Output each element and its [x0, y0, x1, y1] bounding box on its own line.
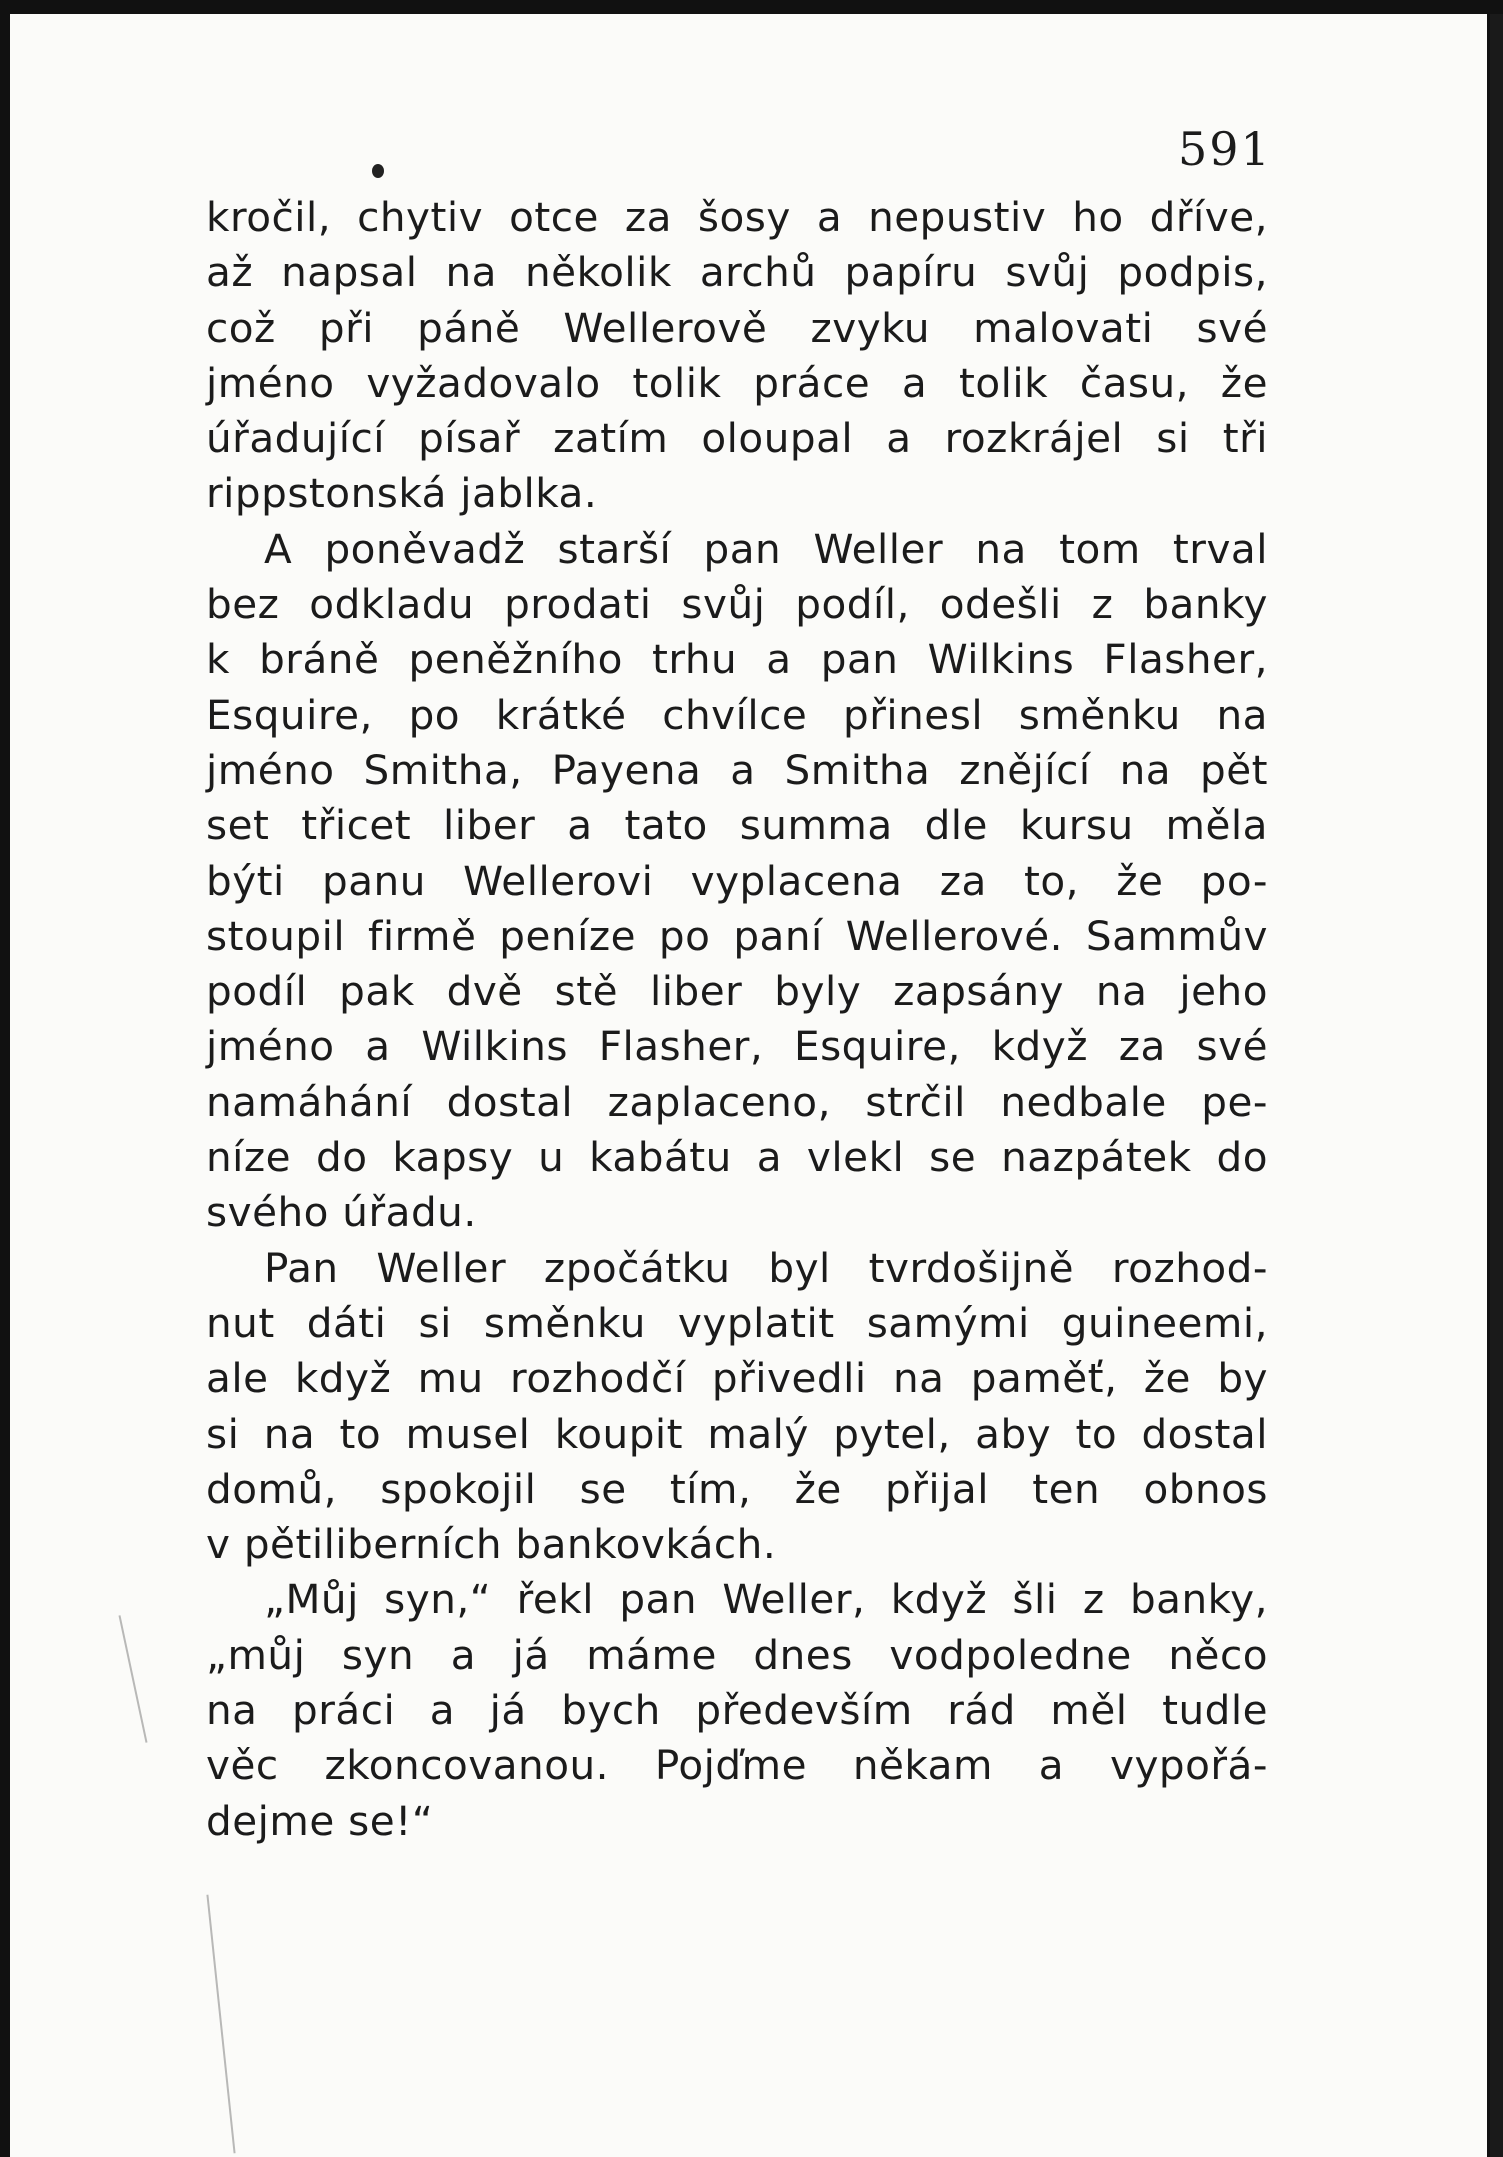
text-line: set třicet liber a tato summa dle kursu měla — [206, 801, 1268, 850]
text-line: až napsal na několik archů papíru svůj podpis, — [206, 248, 1268, 297]
text-line: domů, spokojil se tím, že přijal ten obnos — [206, 1464, 1268, 1513]
text-line: rippstonská jablka. — [206, 469, 598, 518]
printer-mark-dot — [372, 164, 384, 178]
text-line: Pan Weller zpočátku byl tvrdošijně rozhod- — [264, 1243, 1268, 1292]
paragraph — [206, 1572, 1268, 1848]
paragraph — [206, 1241, 1268, 1573]
text-line: dejme se!“ — [206, 1796, 434, 1845]
text-line: níze do kapsy u kabátu a vlekl se nazpátek do — [206, 1133, 1268, 1182]
page-number: 591 — [1178, 122, 1272, 176]
text-line: jméno vyžadovalo tolik práce a tolik času, že — [206, 358, 1268, 407]
paper-scratch-mark — [206, 1895, 235, 2154]
text-line: na práci a já bych především rád měl tudle — [206, 1686, 1268, 1735]
text-line: nut dáti si směnku vyplatit samými guineemi, — [206, 1298, 1268, 1347]
text-line: k bráně peněžního trhu a pan Wilkins Flasher, — [206, 635, 1268, 684]
text-line: jméno Smitha, Payena a Smitha znějící na pět — [206, 745, 1268, 794]
text-line: stoupil firmě peníze po paní Wellerové. Sammův — [206, 911, 1268, 960]
text-line: „můj syn a já máme dnes vodpoledne něco — [206, 1630, 1268, 1679]
text-line: bez odkladu prodati svůj podíl, odešli z banky — [206, 580, 1268, 629]
text-line: ale když mu rozhodčí přivedli na paměť, že by — [206, 1354, 1268, 1403]
text-line: svého úřadu. — [206, 1188, 477, 1237]
text-line: kročil, chytiv otce za šosy a nepustiv ho dříve, — [206, 193, 1268, 241]
text-line: si na to musel koupit malý pytel, aby to dostal — [206, 1409, 1268, 1458]
text-line: Esquire, po krátké chvílce přinesl směnku na — [206, 690, 1268, 739]
paragraph — [206, 190, 1268, 522]
paragraph — [206, 522, 1268, 1241]
text-line: v pětiliberních bankovkách. — [206, 1520, 777, 1569]
text-line: podíl pak dvě stě liber byly zapsány na jeho — [206, 967, 1268, 1016]
text-line: namáhání dostal zaplaceno, strčil nedbale pe- — [206, 1077, 1268, 1126]
text-line: věc zkoncovanou. Pojďme někam a vypořá- — [206, 1741, 1268, 1790]
text-line: úřadující písař zatím oloupal a rozkrájel si tři — [206, 414, 1268, 463]
body-text — [206, 190, 1268, 1849]
text-line: což při páně Wellerově zvyku malovati své — [206, 303, 1268, 352]
paper-scratch-mark — [119, 1615, 148, 1743]
text-line: býti panu Wellerovi vyplacena za to, že po- — [206, 856, 1268, 905]
text-line: „Můj syn,“ řekl pan Weller, když šli z banky, — [264, 1575, 1268, 1624]
text-line: jméno a Wilkins Flasher, Esquire, když za své — [206, 1022, 1268, 1071]
text-line: A poněvadž starší pan Weller na tom trval — [264, 524, 1268, 573]
scan-top-border — [0, 0, 1503, 14]
